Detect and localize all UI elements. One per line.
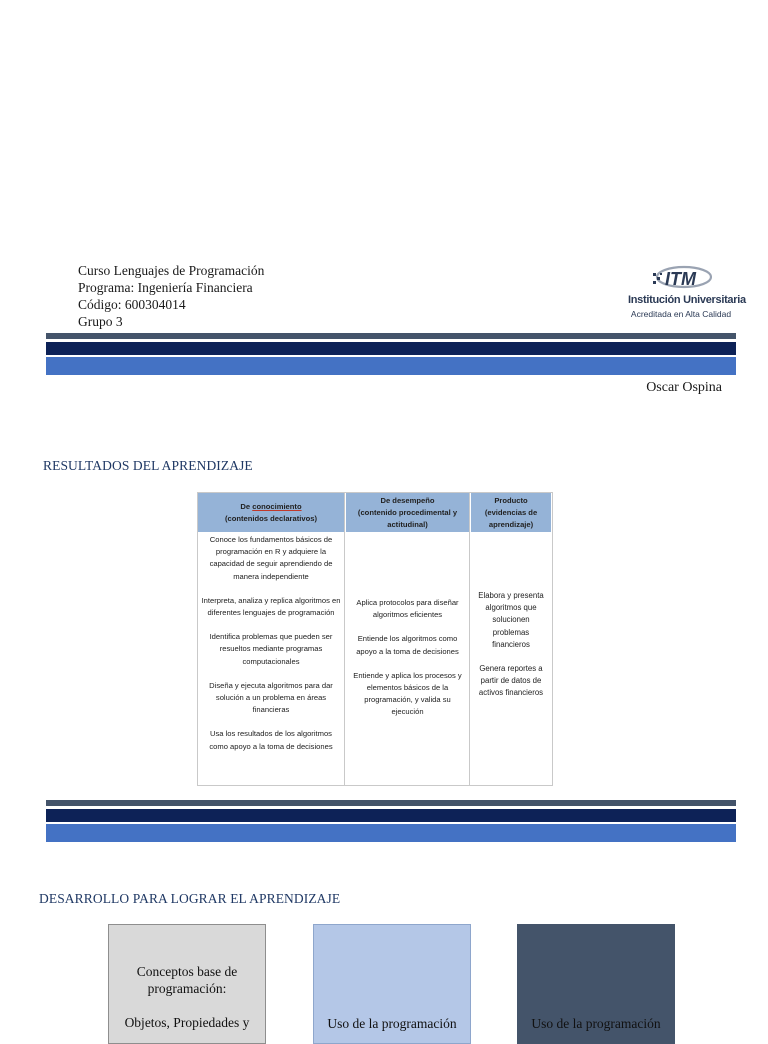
- list-item: Usa los resultados de los algoritmos como apoyo a la toma de decisiones: [209, 729, 333, 751]
- list-item: Genera reportes a partir de datos de activos financieros: [478, 664, 544, 698]
- list-item: Interpreta, analiza y replica algoritmos en diferentes lenguajes de programación: [201, 595, 341, 618]
- product-column: [476, 534, 546, 785]
- table-header-knowledge: De conocimiento (contenidos declarativos): [198, 493, 344, 532]
- list-item: Diseña y ejecuta algoritmos para dar solución a un problema en áreas financieras: [209, 680, 333, 715]
- svg-text:ITM: ITM: [665, 269, 696, 289]
- header-band-navy: [46, 342, 736, 355]
- section-title-development: DESARROLLO PARA LOGRAR EL APRENDIZAJE: [39, 891, 341, 906]
- knowledge-column: [200, 534, 342, 785]
- divider-band-blue: [46, 824, 736, 842]
- concept-box-basics: Conceptos base de programación: Objetos, Propiedades y: [108, 924, 266, 1044]
- performance-column: [348, 534, 467, 785]
- course-name: Curso Lenguajes de Programación: [78, 263, 265, 278]
- table-header-product: Producto (evidencias de aprendizaje): [471, 493, 551, 532]
- divider-band-navy: [46, 809, 736, 822]
- divider-band-gray: [46, 800, 736, 806]
- header-band-blue: [46, 357, 736, 375]
- author-name: Oscar Ospina: [646, 380, 722, 395]
- list-item: Entiende y aplica los procesos y elementos básicos de la programación, y valida su ejecución: [353, 670, 462, 717]
- list-item: Aplica protocolos para diseñar algoritmos eficientes: [356, 598, 459, 620]
- column-divider: [469, 493, 470, 785]
- concept-box-usage-2: Uso de la programación: [517, 924, 675, 1044]
- institution-name: Institución Universitaria: [628, 294, 746, 306]
- program-name: Programa: Ingeniería Financiera: [78, 280, 253, 295]
- list-item: Identifica problemas que pueden ser resueltos mediante programas computacionales: [209, 632, 333, 666]
- learning-outcomes-table: [197, 492, 553, 786]
- table-header-performance: De desempeño (contenido procedimental y actitudinal): [346, 493, 469, 532]
- column-divider: [344, 493, 345, 785]
- itm-logo: [628, 262, 746, 322]
- concept-box-usage-1: Uso de la programación: [313, 924, 471, 1044]
- institution-tagline: Acreditada en Alta Calidad: [630, 309, 732, 319]
- course-info: [78, 262, 264, 330]
- list-item: Conoce los fundamentos básicos de programación en R y adquiere la capacidad de seguir aprendiendo de manera independiente: [209, 535, 333, 581]
- list-item: Elabora y presenta algoritmos que solucionen problemas financieros: [478, 591, 544, 649]
- group-number: Grupo 3: [78, 314, 123, 329]
- course-code: Código: 600304014: [78, 297, 186, 312]
- itm-logo-icon: [650, 264, 712, 290]
- list-item: Entiende los algoritmos como apoyo a la toma de decisiones: [356, 634, 459, 656]
- header-band-gray: [46, 333, 736, 339]
- section-title-results: RESULTADOS DEL APRENDIZAJE: [43, 458, 253, 473]
